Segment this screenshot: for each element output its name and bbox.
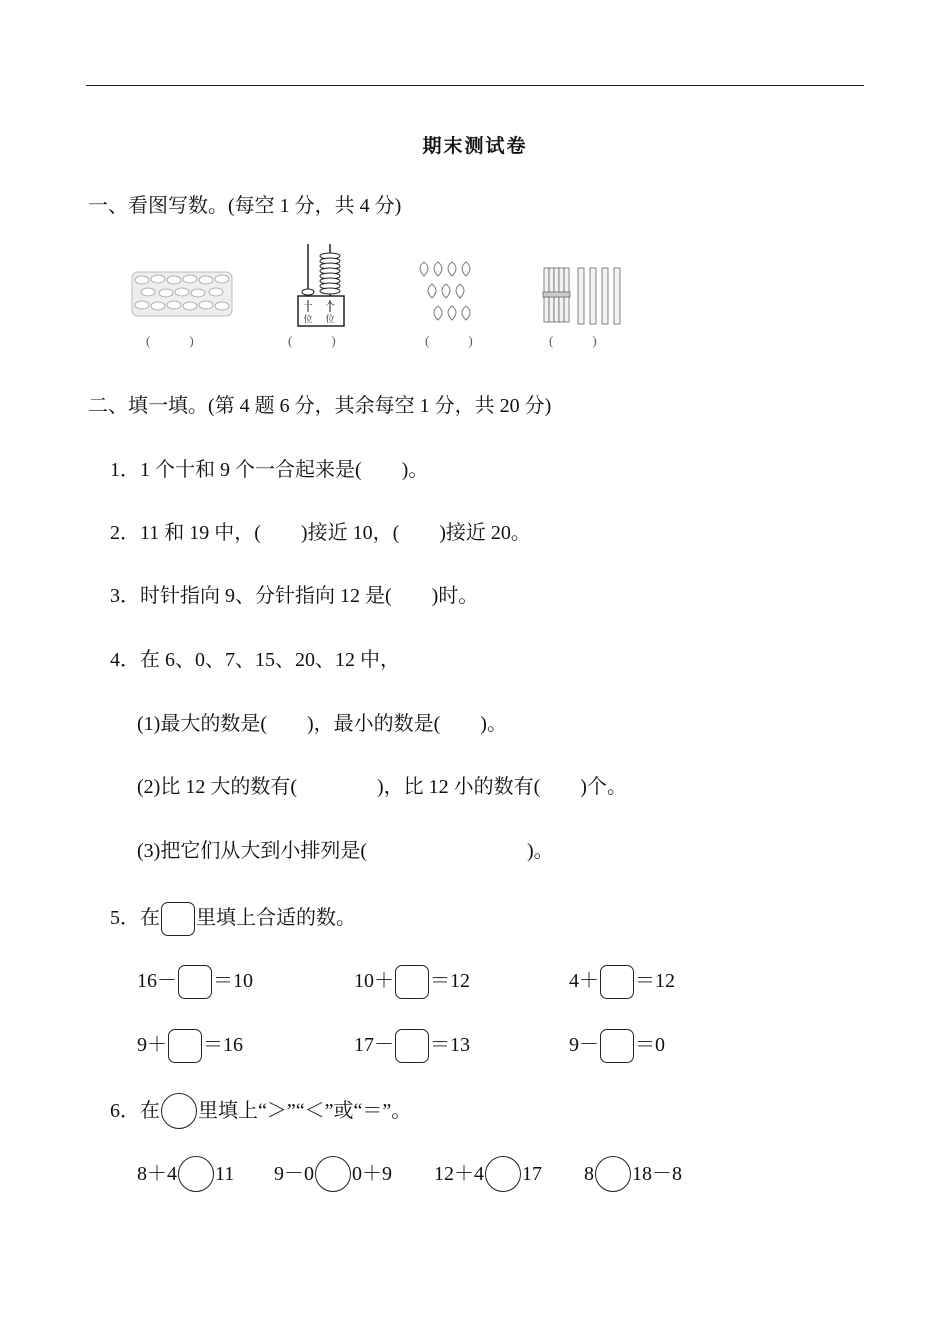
question-3: 3．时针指向 9、分针指向 12 是( )时。 (110, 585, 479, 607)
candies-picture (130, 268, 234, 320)
q6-answer-circle-3[interactable] (485, 1156, 521, 1192)
question-4-1: (1)最大的数是( )，最小的数是( )。 (137, 713, 507, 735)
q6-item-2 (274, 1156, 392, 1192)
q6-item-1 (137, 1156, 234, 1192)
q6-item-3-left: 12＋4 (434, 1163, 484, 1185)
question-5-suffix: 里填上合适的数。 (196, 907, 356, 929)
q5-item-3-right: ＝12 (635, 970, 675, 992)
q5-answer-box-2[interactable] (395, 965, 429, 999)
question-4-3: (3)把它们从大到小排列是( )。 (137, 840, 554, 862)
q6-item-4 (584, 1156, 682, 1192)
top-rule (86, 85, 864, 86)
q5-answer-box-3[interactable] (600, 965, 634, 999)
question-6-prefix: 6．在 (110, 1100, 160, 1122)
question-4-2: (2)比 12 大的数有( )，比 12 小的数有( )个。 (137, 776, 627, 798)
q6-answer-circle-1[interactable] (178, 1156, 214, 1192)
leaves-picture (412, 258, 482, 328)
answer-paren-2[interactable]: ( ) (288, 333, 336, 348)
q5-answer-box-6[interactable] (600, 1029, 634, 1063)
abacus-label-place-2: 位 (325, 315, 335, 325)
q5-item-2-left: 10＋ (354, 970, 394, 992)
q6-item-2-right: 0＋9 (352, 1163, 392, 1185)
q6-item-2-left: 9－0 (274, 1163, 314, 1185)
q6-item-3 (434, 1156, 542, 1192)
q5-item-4 (137, 1029, 243, 1063)
answer-paren-4[interactable]: ( ) (549, 333, 597, 348)
q5-item-3-left: 4＋ (569, 970, 599, 992)
q5-item-1-right: ＝10 (213, 970, 253, 992)
question-6-suffix: 里填上“＞”“＜”或“＝”。 (198, 1100, 412, 1122)
question-5 (110, 902, 356, 936)
abacus-label-place-1: 位 (303, 315, 313, 325)
question-1: 1．1 个十和 9 个一合起来是( )。 (110, 459, 429, 481)
q5-item-4-right: ＝16 (203, 1034, 243, 1056)
q6-answer-circle-2[interactable] (315, 1156, 351, 1192)
q5-item-5-right: ＝13 (430, 1034, 470, 1056)
question-5-prefix: 5．在 (110, 907, 160, 929)
section2-heading: 二、填一填。(第 4 题 6 分，其余每空 1 分，共 20 分) (88, 395, 552, 417)
answer-paren-1[interactable]: ( ) (146, 333, 194, 348)
q5-item-2-right: ＝12 (430, 970, 470, 992)
question-2: 2．11 和 19 中，( )接近 10，( )接近 20。 (110, 522, 531, 544)
question-4: 4．在 6、0、7、15、20、12 中， (110, 649, 400, 671)
abacus-label-ones: 个 (325, 302, 335, 312)
section1-heading: 一、看图写数。(每空 1 分，共 4 分) (88, 195, 402, 217)
q5-item-5-left: 17－ (354, 1034, 394, 1056)
q5-answer-box-5[interactable] (395, 1029, 429, 1063)
q6-answer-circle-4[interactable] (595, 1156, 631, 1192)
q5-item-2 (354, 965, 470, 999)
q5-item-4-left: 9＋ (137, 1034, 167, 1056)
q6-item-3-right: 17 (522, 1163, 542, 1185)
q5-item-6-left: 9－ (569, 1034, 599, 1056)
sticks-picture (540, 264, 626, 326)
q5-answer-box-1[interactable] (178, 965, 212, 999)
sample-box-icon (161, 902, 195, 936)
q5-item-1 (137, 965, 253, 999)
abacus-picture (294, 240, 350, 328)
page-title: 期末测试卷 (422, 136, 528, 157)
q6-item-4-left: 8 (584, 1163, 594, 1185)
q6-item-1-left: 8＋4 (137, 1163, 177, 1185)
abacus-label-tens: 十 (303, 302, 313, 312)
q5-item-3 (569, 965, 675, 999)
q5-item-6 (569, 1029, 665, 1063)
sample-circle-icon (161, 1093, 197, 1129)
q5-item-1-left: 16－ (137, 970, 177, 992)
q5-item-5 (354, 1029, 470, 1063)
question-6 (110, 1093, 411, 1129)
q6-item-1-right: 11 (215, 1163, 235, 1185)
q5-answer-box-4[interactable] (168, 1029, 202, 1063)
q6-item-4-right: 18－8 (632, 1163, 682, 1185)
q5-item-6-right: ＝0 (635, 1034, 665, 1056)
answer-paren-3[interactable]: ( ) (425, 333, 473, 348)
